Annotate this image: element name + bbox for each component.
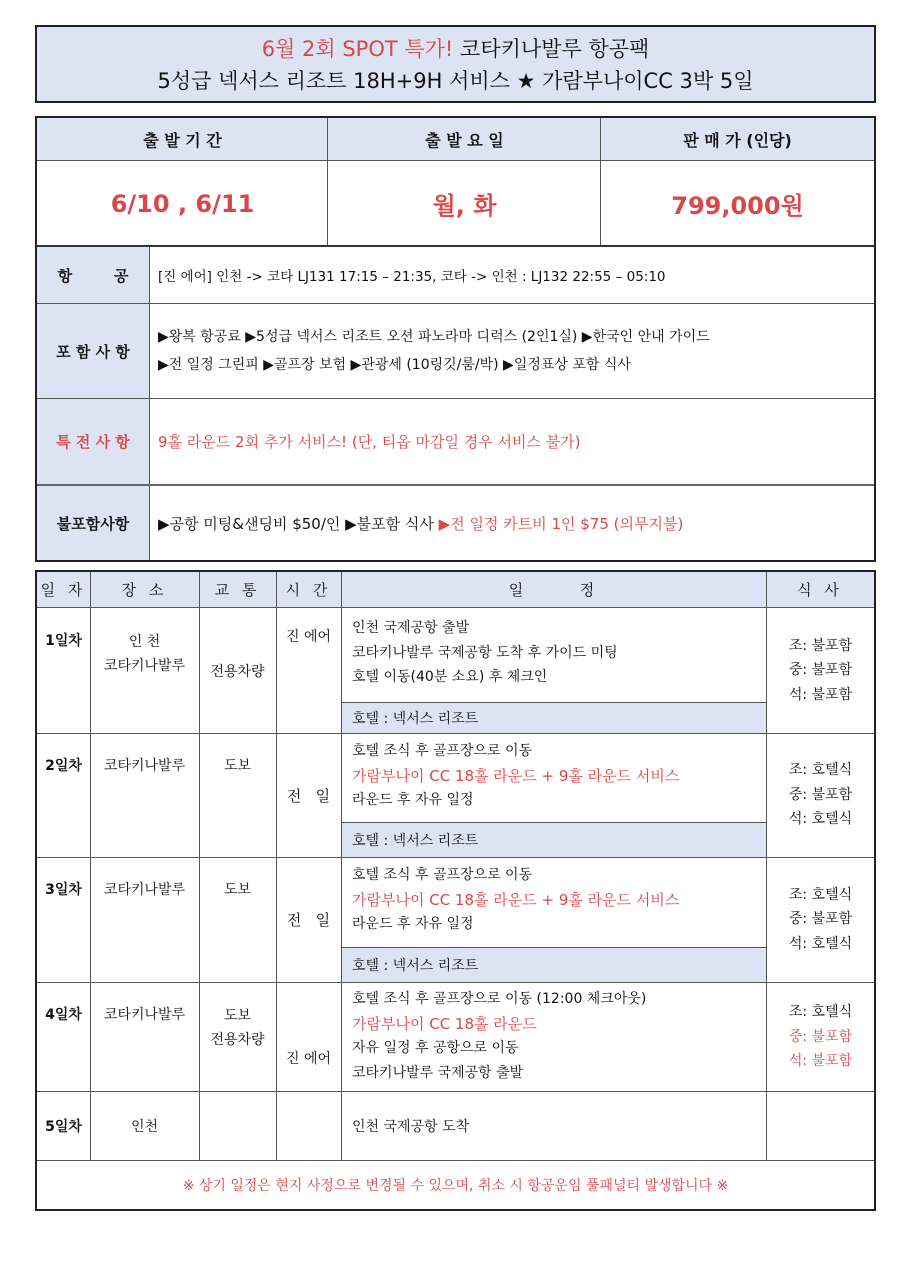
col-header-time: 시 간 [276, 572, 341, 608]
meal-dinner: 석: 불포함 [788, 686, 853, 703]
day-2-hotel: 호텔 : 넥서스 리조트 [342, 822, 766, 857]
title-banner [35, 25, 876, 103]
col-header-meals: 식 사 [766, 572, 874, 608]
header-departure-day: 출 발 요 일 [328, 118, 601, 161]
meal-dinner: 석: 호텔식 [788, 811, 853, 828]
day-3-label: 3일차 [45, 882, 82, 898]
itinerary-table [35, 570, 876, 1211]
label-special: 특 전 사 항 [37, 399, 150, 484]
day-5-schedule: 인천 국제공항 도착 [352, 1118, 470, 1135]
day-2-meals [767, 733, 874, 857]
schedule-line: 자유 일정 후 공항으로 이동 [352, 1040, 519, 1056]
schedule-line: 인천 국제공항 출발 [352, 620, 470, 636]
col-header-place: 장 소 [90, 572, 199, 608]
day-1-place-origin: 인 천 [128, 634, 161, 650]
meal-breakfast: 조: 불포함 [788, 637, 853, 654]
title-highlight: 6월 2회 SPOT 특가! [261, 37, 454, 61]
day-1-place-destination: 코타키나발루 [103, 658, 186, 674]
schedule-line: 호텔 조식 후 골프장으로 이동 (12:00 체크아웃) [352, 991, 647, 1007]
schedule-golf-round: 가람부나이 CC 18홀 라운드 + 9홀 라운드 서비스 [352, 766, 680, 785]
excluded-items [150, 486, 874, 560]
meal-breakfast: 조: 호텔식 [788, 762, 853, 779]
schedule-line: 호텔 조식 후 골프장으로 이동 [352, 743, 533, 759]
day-2-transport: 도보 [223, 758, 252, 774]
col-header-schedule: 일 정 [341, 572, 766, 608]
schedule-line: 호텔 이동(40분 소요) 후 체크인 [352, 669, 548, 685]
header-price: 판 매 가 (인당) [601, 118, 874, 161]
schedule-line: 라운드 후 자유 일정 [352, 792, 474, 808]
day-3-meals [767, 857, 874, 982]
excluded-text: ▶공항 미팅&샌딩비 $50/인 ▶불포함 식사 [158, 514, 439, 533]
price-per-person: 799,000원 [671, 192, 804, 220]
included-items [150, 304, 874, 398]
title-line-1 [37, 33, 874, 65]
day-4-transport-vehicle: 전용차량 [210, 1032, 265, 1048]
day-5-time [276, 1091, 341, 1160]
header-departure-period: 출 발 기 간 [37, 118, 328, 161]
meal-breakfast: 조: 호텔식 [788, 1004, 853, 1020]
label-included: 포 함 사 항 [37, 304, 150, 398]
day-3-time: 전 일 [286, 911, 331, 929]
day-4-time: 진 에어 [285, 1051, 332, 1067]
meal-lunch: 중: 불포함 [788, 911, 853, 928]
label-flight-text: 항 공 [57, 266, 129, 285]
divider [327, 118, 328, 246]
day-4-meals [767, 982, 874, 1091]
label-excluded: 불포함사항 [37, 486, 150, 560]
meal-dinner: 석: 불포함 [788, 1053, 853, 1069]
col-header-day: 일 자 [37, 572, 90, 608]
day-5-place: 인천 [130, 1118, 159, 1135]
day-2-schedule [342, 733, 766, 822]
title-product: 코타키나발루 항공팩 [460, 37, 650, 61]
day-3-hotel: 호텔 : 넥서스 리조트 [342, 947, 766, 982]
day-2-place: 코타키나발루 [103, 758, 186, 774]
label-flight [37, 247, 150, 303]
day-4-place: 코타키나발루 [103, 1007, 186, 1023]
schedule-line: 호텔 조식 후 골프장으로 이동 [352, 867, 533, 883]
meal-lunch: 중: 불포함 [788, 662, 853, 679]
day-1-schedule [342, 608, 766, 702]
col-header-transport: 교 통 [199, 572, 276, 608]
title-line-2: 5성급 넥서스 리조트 18H+9H 서비스 ★ 가람부나이CC 3박 5일 [157, 69, 754, 93]
day-1-hotel: 호텔 : 넥서스 리조트 [342, 702, 766, 733]
meal-lunch: 중: 불포함 [788, 1028, 853, 1045]
package-info-table [35, 116, 876, 562]
included-line-1: ▶왕복 항공료 ▶5성급 넥서스 리조트 오션 파노라마 디럭스 (2인1실) ▶한국인 안내 가이드 [158, 329, 710, 345]
schedule-line: 코타키나발루 국제공항 도착 후 가이드 미팅 [352, 644, 618, 661]
day-4-transport [199, 982, 276, 1091]
schedule-line: 라운드 후 자유 일정 [352, 916, 474, 932]
excluded-cart-fee: ▶전 일정 카트비 1인 $75 (의무지불) [438, 514, 684, 533]
day-1-time: 진 에어 [285, 629, 332, 645]
day-5-label: 5일차 [45, 1118, 82, 1135]
day-5-transport [199, 1091, 276, 1160]
flight-info: [진 에어] 인천 -> 코타 LJ131 17:15 – 21:35, 코타 -> 인천 : LJ132 22:55 – 05:10 [158, 269, 666, 285]
day-4-label: 4일차 [45, 1007, 82, 1023]
day-1-meals [767, 608, 874, 733]
meal-dinner: 석: 호텔식 [788, 935, 853, 952]
day-4-transport-walk: 도보 [223, 1008, 252, 1024]
footer-notice: ※ 상기 일정은 현지 사정으로 변경될 수 있으며, 취소 시 항공운임 풀패널티 발생합니다 ※ [182, 1178, 729, 1194]
meal-breakfast: 조: 호텔식 [788, 886, 853, 903]
divider [600, 118, 601, 246]
schedule-golf-round: 가람부나이 CC 18홀 라운드 [352, 1014, 537, 1033]
departure-dates: 6/10 , 6/11 [110, 189, 255, 218]
day-1-label: 1일차 [45, 633, 82, 649]
day-3-schedule [342, 857, 766, 947]
day-2-time: 전 일 [286, 786, 331, 805]
day-1-place [90, 608, 199, 733]
special-benefit: 9홀 라운드 2회 추가 서비스! (단, 티옵 마감일 경우 서비스 불가) [158, 433, 581, 451]
day-3-place: 코타키나발루 [103, 882, 186, 898]
day-1-transport: 전용차량 [210, 663, 265, 680]
departure-weekdays: 월, 화 [432, 192, 497, 220]
included-line-2: ▶전 일정 그린피 ▶골프장 보험 ▶관광세 (10링깃/룸/박) ▶일정표상 포함 식사 [158, 357, 631, 373]
day-4-schedule [342, 982, 766, 1091]
day-2-label: 2일차 [45, 758, 82, 774]
day-5-meals [767, 1091, 874, 1160]
schedule-golf-round: 가람부나이 CC 18홀 라운드 + 9홀 라운드 서비스 [352, 890, 680, 909]
day-3-transport: 도보 [223, 882, 252, 898]
schedule-line: 코타키나발루 국제공항 출발 [352, 1064, 524, 1081]
meal-lunch: 중: 불포함 [788, 786, 853, 803]
